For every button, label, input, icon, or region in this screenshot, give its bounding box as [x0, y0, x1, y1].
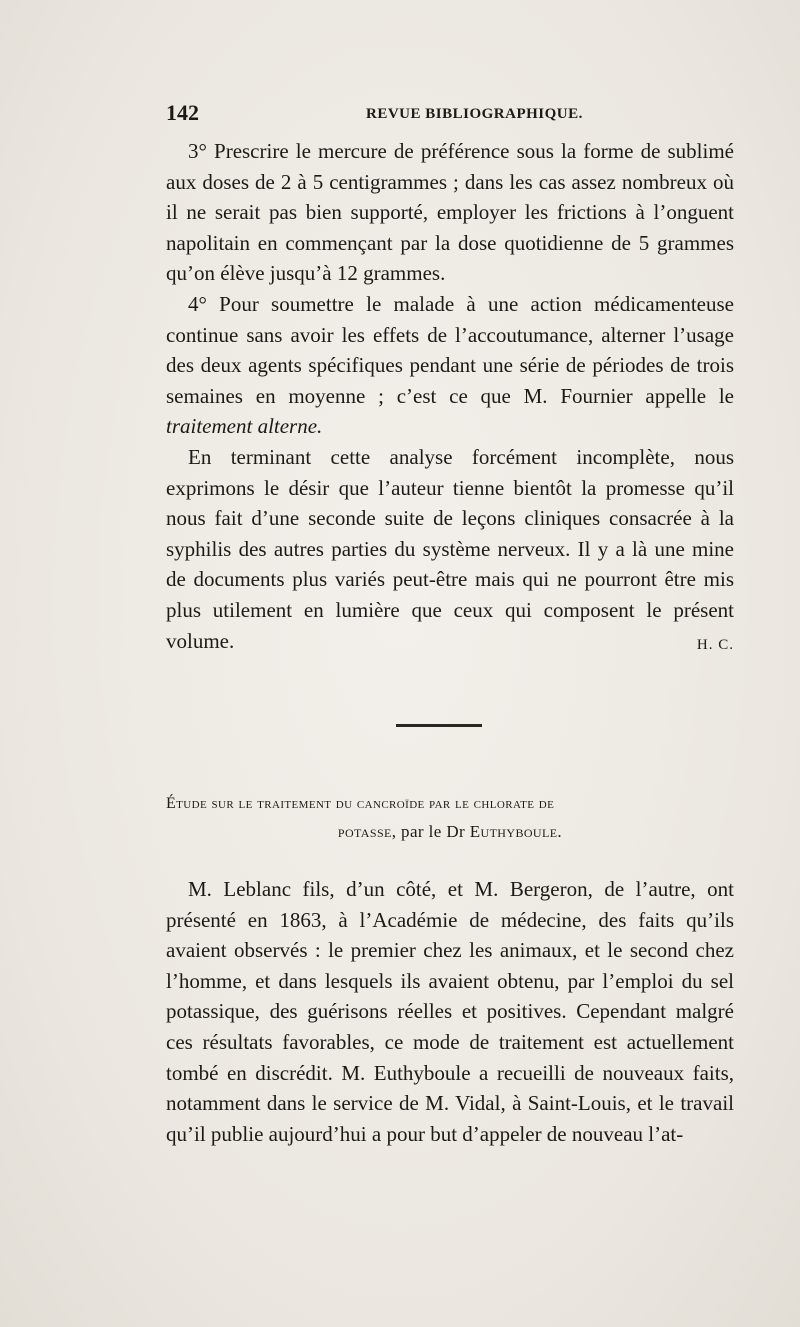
paragraph-item-4: [166, 289, 734, 442]
paragraph-conclusion: [166, 442, 734, 656]
article-paragraph: M. Leblanc fils, d’un côté, et M. Bergeron, de l’autre, ont présenté en 1863, à l’Académie de médecine, des faits qu’ils avaient observés : le premier chez les animaux, et le second chez l’homme, et dans lesquels ils avaient obtenu, par l’emploi du sel potassique, des guérisons réelles et positives. Cependant malgré ces résultats favorables, ce mode de traitement est actuellement tombé en discrédit. M. Euthyboule a recueilli de nouveaux faits, notamment dans le service de M. Vidal, à Saint-Louis, et le travail qu’il publie aujourd’hui a pour but d’appeler de nouveau l’at-: [166, 877, 734, 1146]
article-heading-line1: Étude sur le traitement du cancroïde par le chlorate de: [166, 795, 555, 812]
article-body: [166, 874, 734, 1149]
running-head: [166, 100, 734, 128]
review-signature: H. C.: [696, 636, 734, 653]
paragraph-item-3: 3° Prescrire le mercure de préférence sous la forme de sublimé aux doses de 2 à 5 centigrammes ; dans les cas assez nombreux où il ne serait pas bien supporté, employer les frictions à l’onguent napolitain en commençant par la dose quotidienne de 5 grammes qu’on élève jusqu’à 12 grammes.: [166, 139, 734, 286]
heading-author: Euthyboule.: [465, 822, 563, 841]
heading-dr: Dr: [446, 822, 466, 841]
heading-par-le: , par le: [391, 822, 447, 841]
review-continuation: [166, 136, 734, 660]
conclusion-text: En terminant cette analyse forcément incomplète, nous exprimons le désir que l’auteur tienne bientôt la promesse qu’il nous fait d’une seconde suite de leçons cliniques consacrée à la syphilis des autres parties du système nerveux. Il y a là une mine de documents plus variés peut-être mais qui ne pourront être mis plus utilement en lumière que ceux qui composent le présent volume.: [166, 444, 734, 653]
article-heading: [166, 790, 734, 846]
item-4-italic-term: traitement alterne.: [166, 414, 323, 439]
journal-title: REVUE BIBLIOGRAPHIQUE.: [366, 106, 583, 122]
section-divider: [396, 724, 482, 727]
item-4-text: 4° Pour soumettre le malade à une action médicamenteuse continue sans avoir les effets de l’accoutumance, alterner l’usage des deux agents spécifiques pendant une série de périodes de trois semaines en moyenne ; c’est ce que M. Fournier appelle le: [166, 291, 734, 408]
article-heading-line2: [166, 818, 734, 846]
heading-potasse: potasse: [337, 822, 392, 841]
page-number: 142: [166, 100, 199, 125]
